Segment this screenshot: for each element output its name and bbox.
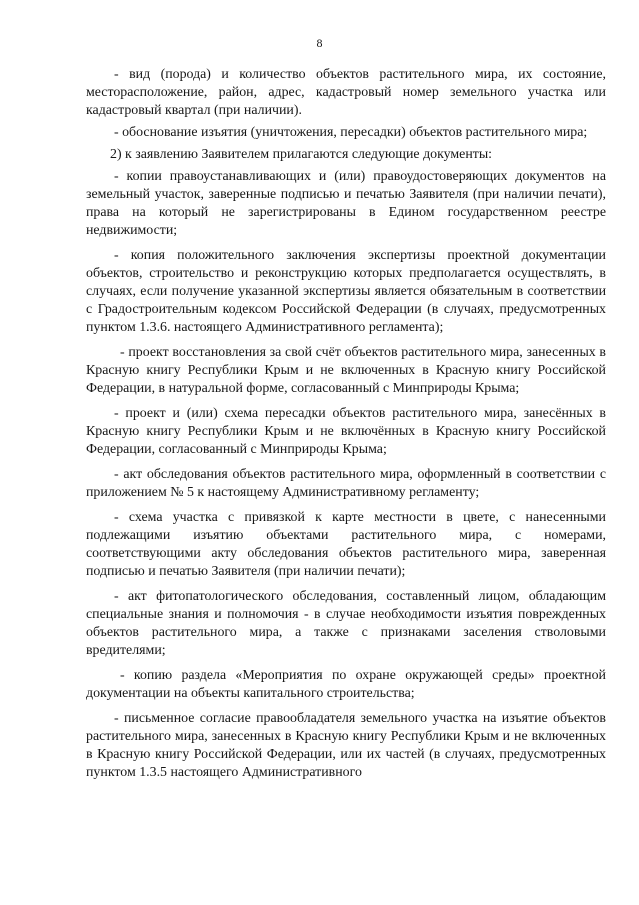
- paragraph-expertise-conclusion: - копия положительного заключения экспертизы проектной документации объектов, строительство и реконструкцию которых предполагается осуществлять, в случаях, если получение указанной экспертизы является обязательным в соответствии с Градостроительным кодексом Российской Федерации (в случаях, предусмотренных пунктом 1.3.6. настоящего Административного регламента);: [86, 248, 606, 335]
- paragraph-documents-intro: 2) к заявлению Заявителем прилагаются следующие документы:: [110, 147, 493, 162]
- paragraph-owner-consent: - письменное согласие правообладателя земельного участка на изъятие объектов растительного мира, занесенных в Красную книгу Республики Крым и не включенных в Красную книгу Российской Федерации, или их частей (в случаях, предусмотренных пунктом 1.3.5 настоящего Административного: [86, 711, 606, 780]
- paragraph-transplant-scheme: - проект и (или) схема пересадки объектов растительного мира, занесённых в Красную книгу Республики Крым и не включённых в Красную книгу Российской Федерации, согласованный с Минприроды Крыма;: [86, 406, 606, 457]
- paragraph-justification: - обоснование изъятия (уничтожения, пересадки) объектов растительного мира;: [114, 125, 588, 140]
- paragraph-title-documents: - копии правоустанавливающих и (или) правоудостоверяющих документов на земельный участок, заверенные подписью и печатью Заявителя (при наличии печати), права на который не зарегистрированы в Едином государственном реестре недвижимости;: [86, 169, 606, 238]
- paragraph-survey-act: - акт обследования объектов растительного мира, оформленный в соответствии с приложением № 5 к настоящему Административному регламенту;: [86, 467, 606, 500]
- paragraph-plant-info: - вид (порода) и количество объектов растительного мира, их состояние, месторасположение, район, адрес, кадастровый номер земельного участка или кадастровый квартал (при наличии).: [86, 67, 606, 118]
- paragraph-site-scheme: - схема участка с привязкой к карте местности в цвете, с нанесенными подлежащими изъятию объектами растительного мира, с номерами, соответствующими акту обследования объектов растительного мира, заверенная подписью и печатью Заявителя (при наличии печати);: [86, 510, 606, 579]
- paragraph-phytopathology-act: - акт фитопатологического обследования, составленный лицом, обладающим специальные знания и полномочия - в случае необходимости изъятия поврежденных объектов растительного мира, а также с признаками заселения стволовыми вредителями;: [86, 589, 606, 658]
- document-body: [86, 66, 606, 789]
- paragraph-environment-section: - копию раздела «Мероприятия по охране окружающей среды» проектной документации на объекты капитального строительства;: [86, 668, 606, 701]
- paragraph-restoration-project: - проект восстановления за свой счёт объектов растительного мира, занесенных в Красную книгу Республики Крым и не включенных в Красную книгу Российской Федерации, в натуральной форме, согласованный с Минприроды Крыма;: [86, 345, 606, 396]
- page-number: 8: [316, 36, 323, 50]
